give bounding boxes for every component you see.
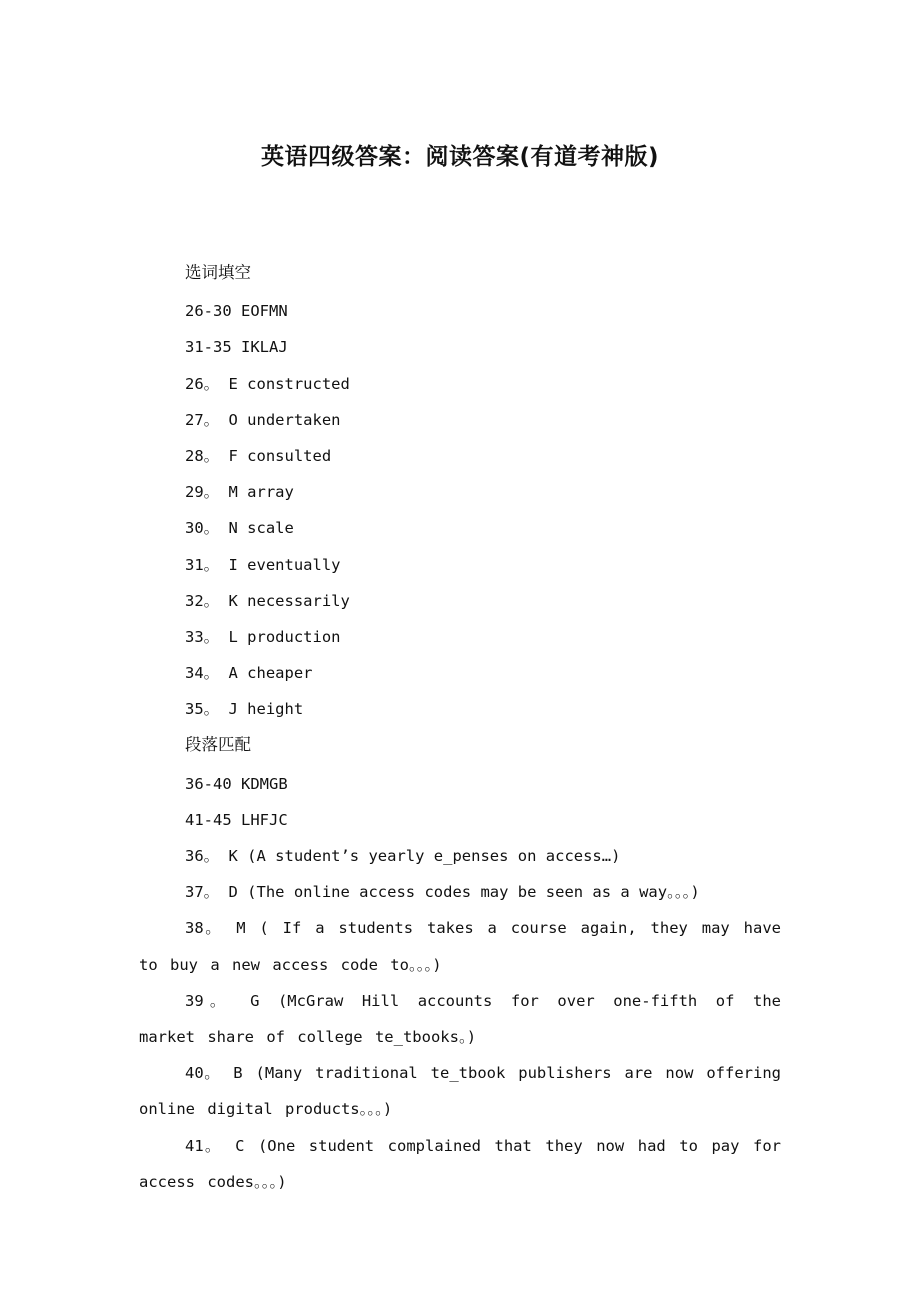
answer-group: 26-30 EOFMN (185, 302, 288, 321)
answer-group: 31-35 IKLAJ (185, 338, 288, 357)
answer-item: 41。 C (One student complained that they now had to pay for access codes。。。) (139, 1136, 781, 1191)
answer-item: 35。 J height (185, 700, 304, 719)
answer-item: 37。 D (The online access codes may be seen as a way。。。) (185, 883, 700, 902)
page-title: 英语四级答案：阅读答案(有道考神版) (260, 144, 660, 170)
answer-item: 34。 A cheaper (185, 664, 313, 683)
answer-item: 30。 N scale (185, 519, 294, 538)
answer-item: 29。 M array (185, 483, 294, 502)
section-heading-vocabulary: 选词填空 (185, 263, 251, 282)
answer-item: 32。 K necessarily (185, 591, 350, 610)
answer-item: 39。 G (McGraw Hill accounts for over one-fifth of the market share of college te_tbooks。) (139, 991, 781, 1046)
answer-item: 36。 K (A student’s yearly e_penses on access…) (185, 847, 621, 865)
answer-item: 40。 B (Many traditional te_tbook publishers are now offering online digital products。。。) (139, 1064, 781, 1119)
answer-item: 26。 E constructed (185, 374, 350, 393)
section-heading-paragraph-matching: 段落匹配 (185, 735, 251, 755)
answer-group: 41-45 LHFJC (185, 810, 288, 829)
answer-group: 36-40 KDMGB (185, 774, 288, 793)
answer-item: 38。 M ( If a students takes a course again, they may have to buy a new access code to。。。) (139, 919, 781, 974)
answer-item: 28。 F consulted (185, 446, 332, 465)
answer-item: 27。 O undertaken (185, 410, 341, 429)
answer-item: 33。 L production (185, 627, 341, 646)
document-content (139, 255, 781, 1200)
answer-item: 31。 I eventually (185, 555, 341, 574)
